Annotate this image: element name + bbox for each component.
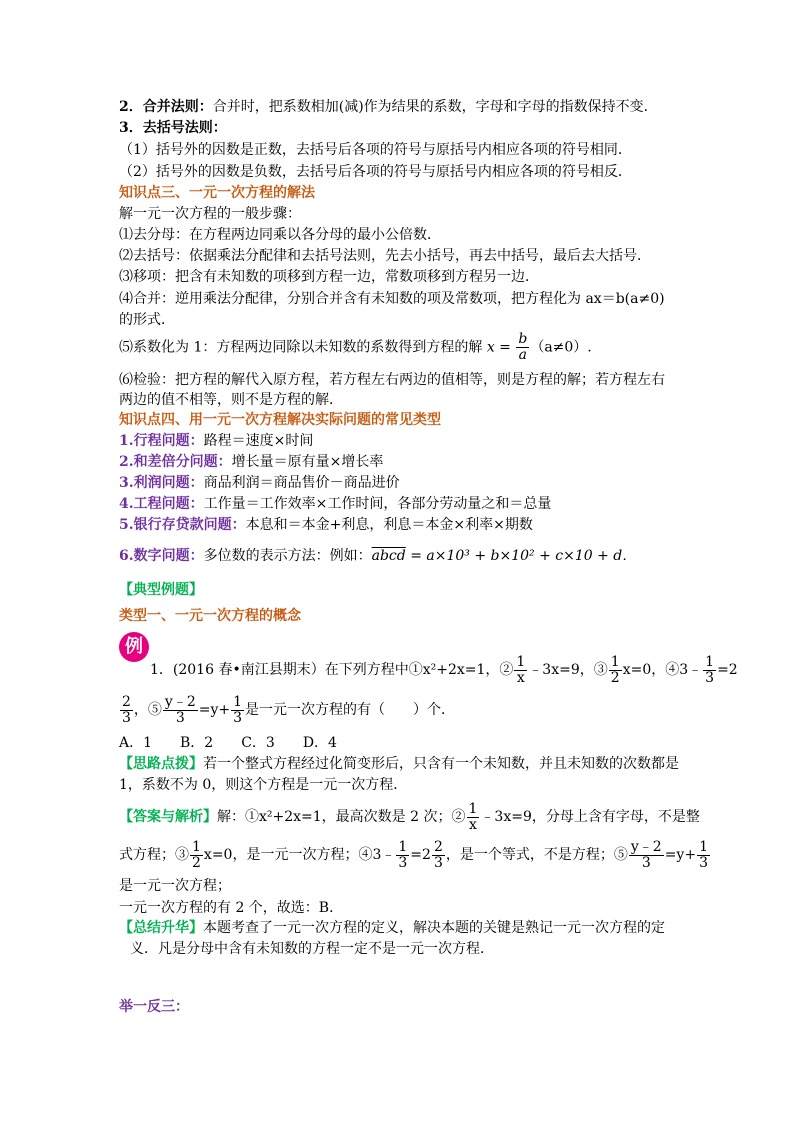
practice-heading: 举一反三：	[119, 999, 189, 1015]
hint: 【思路点拨】若一个整式方程经过化简变形后，只含有一个未知数，并且未知数的次数都是	[119, 756, 679, 772]
fraction: $\frac{1}{3}$	[398, 838, 408, 871]
example-badge: 例	[119, 632, 149, 662]
step-3: ⑶移项：把含有未知数的项移到方程一边，常数项移到方程另一边．	[119, 269, 539, 285]
step-4: ⑷合并：逆用乘法分配律，分别合并含有未知数的项及常数项，把方程化为 ax＝b(a≠0)	[119, 291, 665, 307]
rule-merge-label: 2．合并法则：	[119, 99, 213, 115]
question-line-2: $\frac{2}{3}$ ，⑤ $\frac{y﹣2}{3}$ =y+ $\frac{1}{3}$ 是一元一次方程的有（ ）个．	[122, 693, 456, 726]
hint-cont: 1，系数不为 0，则这个方程是一元一次方程．	[119, 777, 408, 793]
summary: 【总结升华】本题考查了一元一次方程的定义，解决本题的关键是熟记一元一次方程的定	[119, 920, 665, 936]
step-2: ⑵去括号：依据乘法分配律和去括号法则，先去小括号，再去中括号，最后去大括号．	[119, 248, 651, 264]
answer-line-4: 一元一次方程的有 2 个，故选：B．	[119, 900, 344, 916]
step-6-cont: 两边的值不相等，则不是方程的解．	[119, 392, 343, 408]
step-1: ⑴去分母：在方程两边同乘以各分母的最小公倍数．	[119, 227, 441, 243]
fraction: $\frac{y﹣2}{3}$	[164, 693, 196, 726]
question-line-1: 1．(2016 春•南江县期末）在下列方程中①x²+2x=1，② $\frac{1}{x}$ ﹣3x=9，③ $\frac{1}{2}$ x=0，④3﹣ $\frac{1}{3}$ =2	[150, 653, 738, 686]
rule-bracket-label: 3．去括号法则：	[119, 120, 227, 136]
step-6: ⑹检验：把方程的解代入原方程，若方程左右两边的值相等，则是方程的解；若方程左右	[119, 372, 665, 388]
type-travel: 1.行程问题：路程＝速度×时间	[119, 433, 314, 449]
type-ratio: 2.和差倍分问题：增长量＝原有量×增长率	[119, 454, 384, 470]
fraction: $\frac{1}{x}$	[516, 653, 526, 686]
fraction: $\frac{2}{3}$	[122, 693, 131, 726]
fraction: $\frac{1}{3}$	[699, 838, 708, 871]
options: A．1 B．2 C．3 D．4	[119, 735, 337, 751]
step-4-cont: 的形式．	[119, 312, 175, 328]
overline-abcd: abcd	[371, 548, 406, 564]
fraction: $\frac{1}{3}$	[705, 653, 715, 686]
rule-bracket-2: （2）括号外的因数是负数，去括号后各项的符号与原括号内相应各项的符号相反．	[119, 164, 632, 180]
fraction: $\frac{1}{x}$	[468, 800, 478, 833]
fraction-b-over-a: $\frac{b}{a}$	[518, 331, 528, 363]
section-examples: 【典型例题】	[119, 582, 203, 598]
heading-type-1: 类型一、一元一次方程的概念	[119, 608, 301, 624]
fraction: $\frac{y﹣2}{3}$	[630, 838, 662, 871]
summary-cont: 义．凡是分母中含有未知数的方程一定不是一元一次方程．	[130, 941, 494, 957]
fraction: $\frac{2}{3}$	[433, 838, 443, 871]
fraction: $\frac{1}{2}$	[610, 653, 620, 686]
answer-line-2: 式方程；③ $\frac{1}{2}$ x=0，是一元一次方程；④3﹣ $\frac{1}{3}$ =2 $\frac{2}{3}$ ，是一个等式，不是方程；⑤ $\frac{y﹣2}{3}$ =y+ $\frac{1}{3}$	[119, 838, 708, 871]
type-profit: 3.利润问题：商品利润＝商品售价－商品进价	[119, 475, 400, 491]
step-5: ⑸系数化为 1：方程两边同除以未知数的系数得到方程的解 x = $\frac{b}{a}$ （a≠0）.	[119, 331, 592, 363]
heading-point-4: 知识点四、用一元一次方程解决实际问题的常见类型	[119, 412, 441, 428]
answer-line-3: 是一元一次方程；	[119, 878, 231, 894]
type-digit: 6.数字问题：多位数的表示方法：例如：abcd = a×10³ + b×10² + c×10 + d．	[119, 548, 637, 564]
type-bank: 5.银行存贷款问题：本息和＝本金+利息，利息＝本金×利率×期数	[119, 517, 533, 533]
type-work: 4.工程问题：工作量＝工作效率×工作时间，各部分劳动量之和＝总量	[119, 496, 552, 512]
fraction: $\frac{1}{3}$	[233, 693, 243, 726]
heading-point-3: 知识点三、一元一次方程的解法	[119, 185, 315, 201]
rule-bracket-1: （1）括号外的因数是正数，去括号后各项的符号与原括号内相应各项的符号相同．	[119, 142, 632, 158]
steps-intro: 解一元一次方程的一般步骤：	[119, 206, 301, 222]
answer-line-1: 【答案与解析】解：①x²+2x=1，最高次数是 2 次；② $\frac{1}{x}$ ﹣3x=9，分母上含有字母，不是整	[119, 800, 700, 833]
rule-merge: 2．合并法则：合并时，把系数相加(减)作为结果的系数，字母和字母的指数保持不变．	[119, 99, 658, 115]
fraction: $\frac{1}{2}$	[192, 838, 201, 871]
